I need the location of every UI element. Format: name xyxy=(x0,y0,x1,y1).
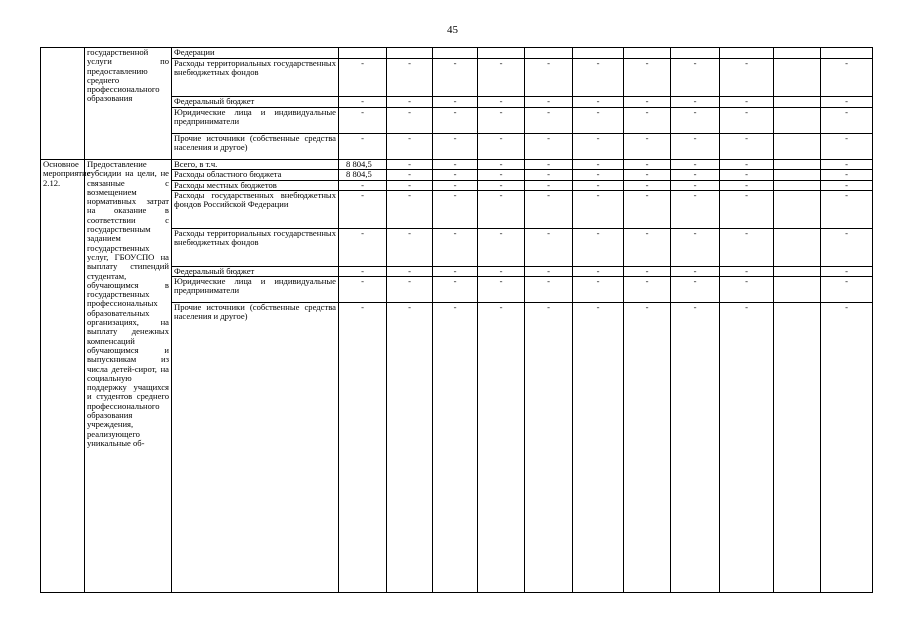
funding-source-cell: Федеральный бюджет xyxy=(172,97,339,108)
value-cell: - xyxy=(478,160,525,170)
value-cell: - xyxy=(478,170,525,180)
value-cell: - xyxy=(573,160,624,170)
value-cell: - xyxy=(387,97,433,108)
value-cell: - xyxy=(720,303,774,593)
value-cell: - xyxy=(478,303,525,593)
value-cell: - xyxy=(671,97,720,108)
value-cell: - xyxy=(573,108,624,134)
value-cell: - xyxy=(821,228,873,266)
value-cell: - xyxy=(821,180,873,190)
value-cell: - xyxy=(387,59,433,97)
value-cell: - xyxy=(821,59,873,97)
value-cell: - xyxy=(671,180,720,190)
value-cell: - xyxy=(720,59,774,97)
value-cell: - xyxy=(624,97,671,108)
value-cell: - xyxy=(525,180,573,190)
funding-source-cell: Расходы территориальных государственных внебюджетных фондов xyxy=(172,228,339,266)
value-cell: - xyxy=(339,180,387,190)
value-cell: - xyxy=(624,170,671,180)
value-cell: - xyxy=(720,97,774,108)
value-cell: - xyxy=(339,303,387,593)
value-cell: - xyxy=(573,303,624,593)
value-cell: - xyxy=(671,277,720,303)
value-cell: - xyxy=(624,228,671,266)
value-cell: - xyxy=(821,108,873,134)
value-cell: - xyxy=(339,190,387,228)
value-cell xyxy=(774,170,821,180)
table-row xyxy=(41,160,873,170)
value-cell: - xyxy=(624,108,671,134)
value-cell: - xyxy=(821,303,873,593)
value-cell: - xyxy=(478,180,525,190)
funding-source-cell: Расходы территориальных государственных внебюджетных фондов xyxy=(172,59,339,97)
value-cell: - xyxy=(624,277,671,303)
value-cell: - xyxy=(525,134,573,160)
value-cell: - xyxy=(624,303,671,593)
value-cell: - xyxy=(387,160,433,170)
value-cell: - xyxy=(433,108,478,134)
value-cell: - xyxy=(671,134,720,160)
value-cell: - xyxy=(433,228,478,266)
value-cell: - xyxy=(671,170,720,180)
value-cell: - xyxy=(478,97,525,108)
budget-table xyxy=(40,47,873,593)
value-cell: - xyxy=(387,180,433,190)
value-cell: - xyxy=(387,303,433,593)
value-cell: - xyxy=(433,303,478,593)
value-cell: - xyxy=(821,134,873,160)
value-cell: - xyxy=(671,266,720,276)
value-cell xyxy=(774,59,821,97)
value-cell: - xyxy=(525,266,573,276)
value-cell: 8 804,5 xyxy=(339,170,387,180)
value-cell: - xyxy=(478,190,525,228)
table-body xyxy=(41,48,873,593)
value-cell: - xyxy=(821,160,873,170)
value-cell: - xyxy=(720,228,774,266)
value-cell: - xyxy=(671,59,720,97)
event-cell xyxy=(41,48,85,160)
value-cell: - xyxy=(387,134,433,160)
value-cell: - xyxy=(433,59,478,97)
value-cell xyxy=(573,48,624,59)
value-cell: - xyxy=(339,97,387,108)
funding-source-cell: Всего, в т.ч. xyxy=(172,160,339,170)
value-cell: - xyxy=(339,277,387,303)
value-cell xyxy=(671,48,720,59)
value-cell: - xyxy=(433,170,478,180)
value-cell: - xyxy=(573,134,624,160)
value-cell: - xyxy=(720,134,774,160)
value-cell: - xyxy=(387,277,433,303)
value-cell xyxy=(433,48,478,59)
value-cell: - xyxy=(573,59,624,97)
value-cell: - xyxy=(671,160,720,170)
value-cell xyxy=(624,48,671,59)
funding-source-cell: Прочие источники (собственные средства населения и другое) xyxy=(172,303,339,593)
value-cell: - xyxy=(573,180,624,190)
value-cell: - xyxy=(525,108,573,134)
value-cell: - xyxy=(339,59,387,97)
value-cell: - xyxy=(821,190,873,228)
value-cell xyxy=(774,277,821,303)
value-cell: - xyxy=(433,180,478,190)
value-cell: - xyxy=(573,97,624,108)
funding-source-cell: Расходы местных бюджетов xyxy=(172,180,339,190)
value-cell: - xyxy=(671,108,720,134)
value-cell: - xyxy=(433,97,478,108)
value-cell: - xyxy=(525,303,573,593)
value-cell xyxy=(478,48,525,59)
value-cell: - xyxy=(821,97,873,108)
value-cell: - xyxy=(525,228,573,266)
value-cell: - xyxy=(624,59,671,97)
value-cell: - xyxy=(433,134,478,160)
value-cell: - xyxy=(387,228,433,266)
value-cell xyxy=(774,228,821,266)
value-cell: - xyxy=(525,170,573,180)
value-cell xyxy=(774,97,821,108)
value-cell: - xyxy=(720,266,774,276)
value-cell: - xyxy=(433,277,478,303)
value-cell: - xyxy=(720,190,774,228)
funding-source-cell: Расходы областного бюджета xyxy=(172,170,339,180)
value-cell: - xyxy=(573,190,624,228)
value-cell: - xyxy=(339,108,387,134)
value-cell: - xyxy=(573,266,624,276)
value-cell xyxy=(774,303,821,593)
value-cell: - xyxy=(720,160,774,170)
value-cell xyxy=(774,48,821,59)
value-cell xyxy=(525,48,573,59)
value-cell: - xyxy=(339,228,387,266)
description-cell: государственной услуги по предоставлению среднего профессионального образования xyxy=(85,48,172,160)
value-cell: - xyxy=(573,170,624,180)
value-cell xyxy=(774,134,821,160)
value-cell xyxy=(720,48,774,59)
value-cell: - xyxy=(624,266,671,276)
value-cell: - xyxy=(478,134,525,160)
value-cell xyxy=(339,48,387,59)
value-cell: - xyxy=(624,134,671,160)
value-cell: - xyxy=(525,160,573,170)
value-cell: - xyxy=(624,180,671,190)
value-cell: - xyxy=(478,59,525,97)
value-cell: - xyxy=(821,266,873,276)
value-cell: - xyxy=(478,228,525,266)
value-cell: - xyxy=(478,277,525,303)
description-cell: Предоставление субсидии на цели, не связанные с возмещением нормативных затрат на оказание в соответствии с государственным заданием государственных услуг, ГБОУСПО на выплату стипендий студентам, обучающимся в государственных профессиональных образовательных организациях, на выплату денежных компенсаций обучающимся и выпускникам из числа детей-сирот, на социальную поддержку учащихся и студентов среднего профессионального образования учреждения, реализующего уникальные об- xyxy=(85,160,172,593)
value-cell xyxy=(774,180,821,190)
event-cell: Основное мероприятие 2.12. xyxy=(41,160,85,593)
value-cell xyxy=(774,266,821,276)
funding-source-cell: Расходы государственных внебюджетных фондов Российской Федерации xyxy=(172,190,339,228)
funding-source-cell: Федеральный бюджет xyxy=(172,266,339,276)
value-cell xyxy=(821,48,873,59)
value-cell: - xyxy=(525,190,573,228)
value-cell: - xyxy=(525,59,573,97)
value-cell: - xyxy=(433,160,478,170)
value-cell xyxy=(774,190,821,228)
value-cell: - xyxy=(624,190,671,228)
value-cell: - xyxy=(671,303,720,593)
value-cell: - xyxy=(387,266,433,276)
value-cell: - xyxy=(433,190,478,228)
value-cell: - xyxy=(525,277,573,303)
page-number: 45 xyxy=(447,24,458,36)
value-cell: - xyxy=(387,170,433,180)
value-cell: - xyxy=(671,190,720,228)
value-cell: - xyxy=(339,134,387,160)
funding-source-cell: Прочие источники (собственные средства населения и другое) xyxy=(172,134,339,160)
value-cell: - xyxy=(573,228,624,266)
value-cell: - xyxy=(573,277,624,303)
value-cell: - xyxy=(624,160,671,170)
table-row xyxy=(41,48,873,59)
value-cell: - xyxy=(433,266,478,276)
value-cell: - xyxy=(478,266,525,276)
funding-source-cell: Федерации xyxy=(172,48,339,59)
value-cell: 8 804,5 xyxy=(339,160,387,170)
funding-source-cell: Юридические лица и индивидуальные предприниматели xyxy=(172,277,339,303)
value-cell xyxy=(774,108,821,134)
value-cell: - xyxy=(387,190,433,228)
value-cell: - xyxy=(671,228,720,266)
value-cell: - xyxy=(387,108,433,134)
value-cell xyxy=(387,48,433,59)
value-cell: - xyxy=(821,277,873,303)
value-cell: - xyxy=(478,108,525,134)
value-cell: - xyxy=(339,266,387,276)
value-cell: - xyxy=(525,97,573,108)
value-cell: - xyxy=(720,180,774,190)
funding-source-cell: Юридические лица и индивидуальные предприниматели xyxy=(172,108,339,134)
value-cell: - xyxy=(720,170,774,180)
value-cell: - xyxy=(720,277,774,303)
value-cell: - xyxy=(720,108,774,134)
value-cell xyxy=(774,160,821,170)
value-cell: - xyxy=(821,170,873,180)
